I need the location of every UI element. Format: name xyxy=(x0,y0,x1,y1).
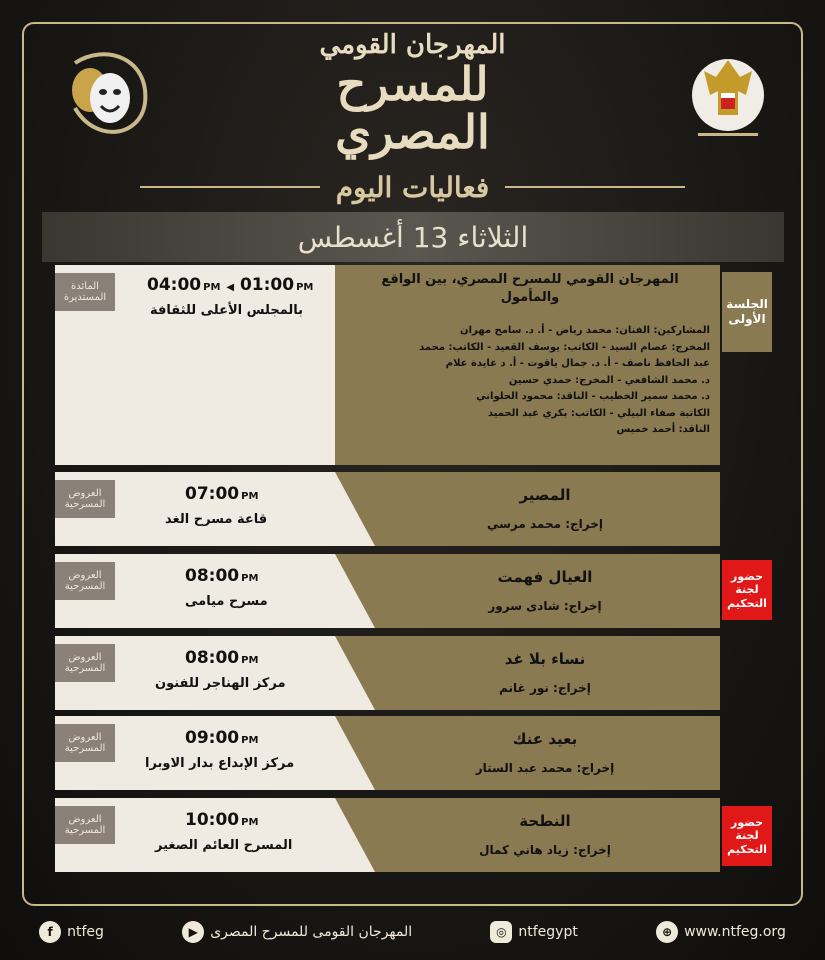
participants: المشاركين: الفنان: محمد رياض - أ. د. سامح مهران المخرج: عصام السيد - الكاتب: يوسف القعيد - الكاتب: محمد عبد الحافظ ناصف - أ. د. جمال ياقوت - أ. د عايدة علام د. محمد الشافعي - المخرج: حمدي حسين د. محمد سمير الخطيب - الناقد: محمود الحلواني الكاتبة صفاء البيلي - الكاتب: بكري عبد الحميد الناقد: أحمد خميس xyxy=(419,325,710,435)
time-start: 01:00 xyxy=(239,275,295,295)
facebook-link[interactable]: f ntfeg xyxy=(39,921,104,943)
ministry-emblem-icon xyxy=(688,45,768,150)
show-row xyxy=(55,472,720,546)
jury-badge: حضور لجنة التحكيم xyxy=(722,806,772,866)
instagram-link[interactable]: ◎ ntfegypt xyxy=(490,921,577,943)
divider-line xyxy=(140,186,320,188)
venue: المسرح العائم الصغير xyxy=(155,838,293,853)
theatre-masks-icon xyxy=(55,48,155,148)
footer xyxy=(0,912,825,952)
show-row xyxy=(55,716,720,790)
youtube-link[interactable]: ▶ المهرجان القومى للمسرح المصرى xyxy=(182,921,412,943)
roundtable-title: المهرجان القومي للمسرح المصري، بين الواقع والمأمول xyxy=(381,272,679,305)
director: إخراج: محمد عبد الستار xyxy=(475,761,615,775)
director: إخراج: محمد مرسي xyxy=(486,517,604,531)
youtube-icon: ▶ xyxy=(182,921,204,943)
festival-logo xyxy=(280,30,545,160)
show-title: النطحة xyxy=(519,812,571,830)
show-title: المصير xyxy=(519,486,571,504)
venue: مركز الإبداع بدار الاوبرا xyxy=(145,756,295,771)
director: إخراج: شادى سرور xyxy=(488,599,602,613)
venue: قاعة مسرح الغد xyxy=(165,512,268,527)
session-badge: الجلسة الأولى xyxy=(722,272,772,352)
date-bar xyxy=(42,212,784,262)
category-badge: العروض المسرحية xyxy=(55,480,115,518)
show-time: 10:00 PM xyxy=(185,810,259,830)
category-badge: المائدة المستديرة xyxy=(55,273,115,311)
category-badge: العروض المسرحية xyxy=(55,806,115,844)
show-time: 07:00 PM xyxy=(185,484,259,504)
category-badge: العروض المسرحية xyxy=(55,644,115,682)
divider-line xyxy=(505,186,685,188)
venue: بالمجلس الأعلى للثقافة xyxy=(150,303,304,318)
show-title: نساء بلا غد xyxy=(504,650,586,668)
today-title: فعاليات اليوم xyxy=(335,170,490,204)
date-text: الثلاثاء 13 أغسطس xyxy=(297,220,529,254)
time-end: 04:00 xyxy=(147,275,202,295)
category-badge: العروض المسرحية xyxy=(55,724,115,762)
jury-badge: حضور لجنة التحكيم xyxy=(722,560,772,620)
today-heading xyxy=(140,170,685,204)
venue: مركز الهناجر للفنون xyxy=(155,676,286,691)
category-badge: العروض المسرحية xyxy=(55,562,115,600)
instagram-icon: ◎ xyxy=(490,921,512,943)
arrow-left-icon: ◀ xyxy=(226,282,235,293)
globe-icon: ⊕ xyxy=(656,921,678,943)
director: إخراج: زياد هاني كمال xyxy=(479,843,611,857)
show-time: 08:00 PM xyxy=(185,566,259,586)
venue: مسرح ميامى xyxy=(185,594,268,609)
show-row xyxy=(55,554,720,628)
director: إخراج: نور غانم xyxy=(499,681,591,695)
logo-line2: للمسرح المصري xyxy=(335,57,490,160)
logo-line1: المهرجان القومي xyxy=(319,30,506,60)
website-link[interactable]: ⊕ www.ntfeg.org xyxy=(656,921,786,943)
show-title: بعيد عنك xyxy=(512,730,578,748)
show-title: العيال فهمت xyxy=(497,568,593,586)
show-time: 08:00 PM xyxy=(185,648,259,668)
show-row xyxy=(55,636,720,710)
time-range: 04:00 PM ◀ 01:00 PM xyxy=(147,275,314,295)
roundtable-row xyxy=(55,265,720,465)
show-time: 09:00 PM xyxy=(185,728,259,748)
show-row xyxy=(55,798,720,872)
facebook-icon: f xyxy=(39,921,61,943)
